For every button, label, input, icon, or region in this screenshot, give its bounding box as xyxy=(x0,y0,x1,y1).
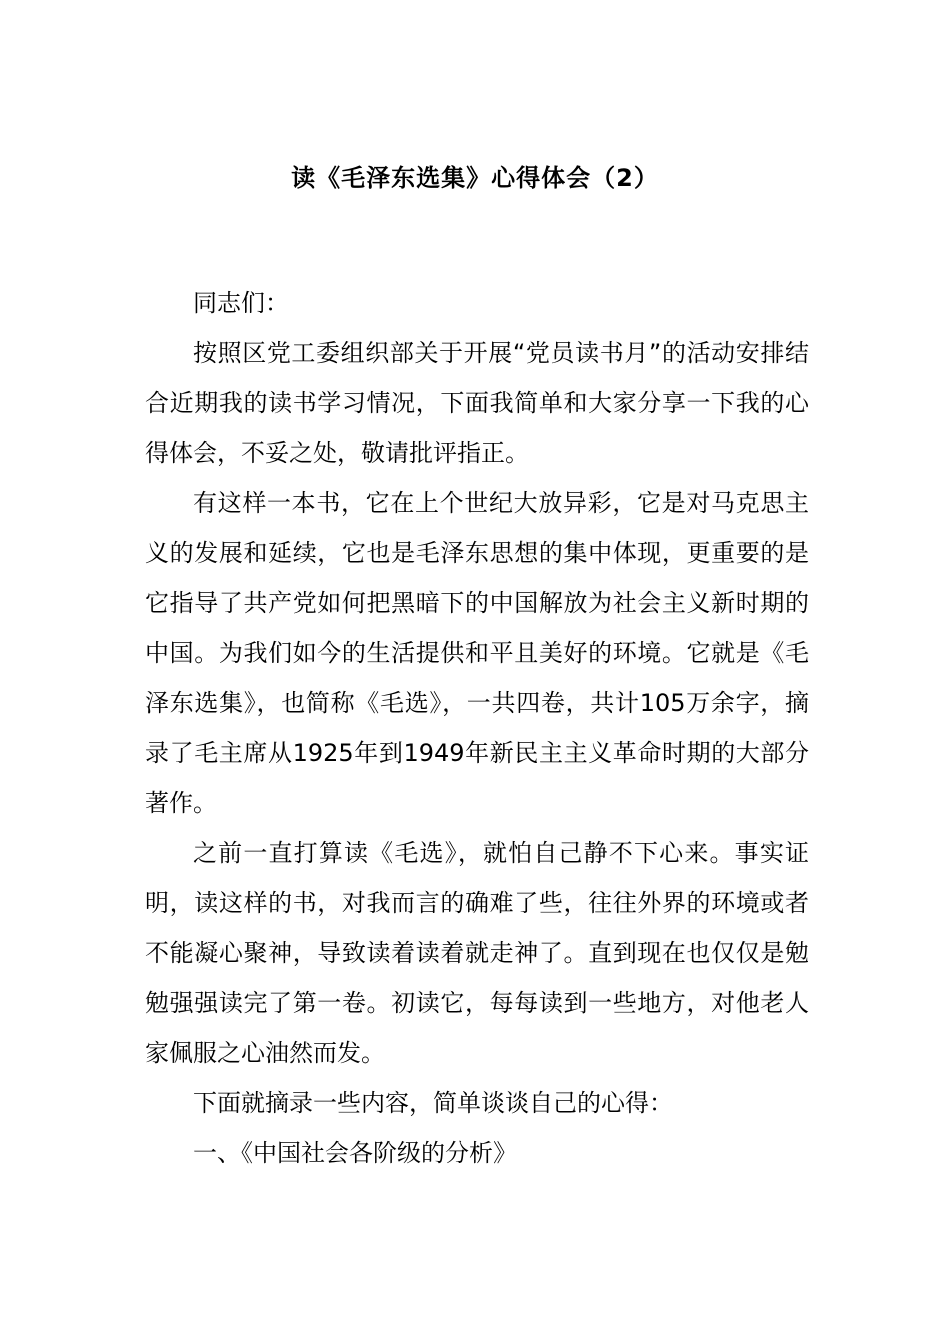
paragraph: 下面就摘录一些内容，简单谈谈自己的心得： xyxy=(193,1089,673,1117)
paragraph: 有这样一本书，它在上个世纪大放异彩，它是对马克思主义的发展和延续，它也是毛泽东思想的集中体现，更重要的是它指导了共产党如何把黑暗下的中国解放为社会主义新时期的中国。为我们如今的生活提供和平且美好的环境。它就是《毛泽东选集》，也简称《毛选》，一共四卷，共计105万余字，摘录了毛主席从1925年到1949年新民主主义革命时期的大部分著作。 xyxy=(145,489,809,817)
section-heading: 一、《中国社会各阶级的分析》 xyxy=(193,1139,517,1167)
document-body xyxy=(145,278,809,1178)
paragraph: 按照区党工委组织部关于开展“党员读书月”的活动安排结合近期我的读书学习情况，下面我简单和大家分享一下我的心得体会，不妥之处，敬请批评指正。 xyxy=(145,339,809,467)
paragraph: 之前一直打算读《毛选》，就怕自己静不下心来。事实证明，读这样的书，对我而言的确难了些，往往外界的环境或者不能凝心聚神，导致读着读着就走神了。直到现在也仅仅是勉勉强强读完了第一卷。初读它，每每读到一些地方，对他老人家佩服之心油然而发。 xyxy=(145,839,809,1067)
paragraph-salutation: 同志们： xyxy=(193,289,289,317)
document-title: 读《毛泽东选集》心得体会（2） xyxy=(291,164,659,192)
